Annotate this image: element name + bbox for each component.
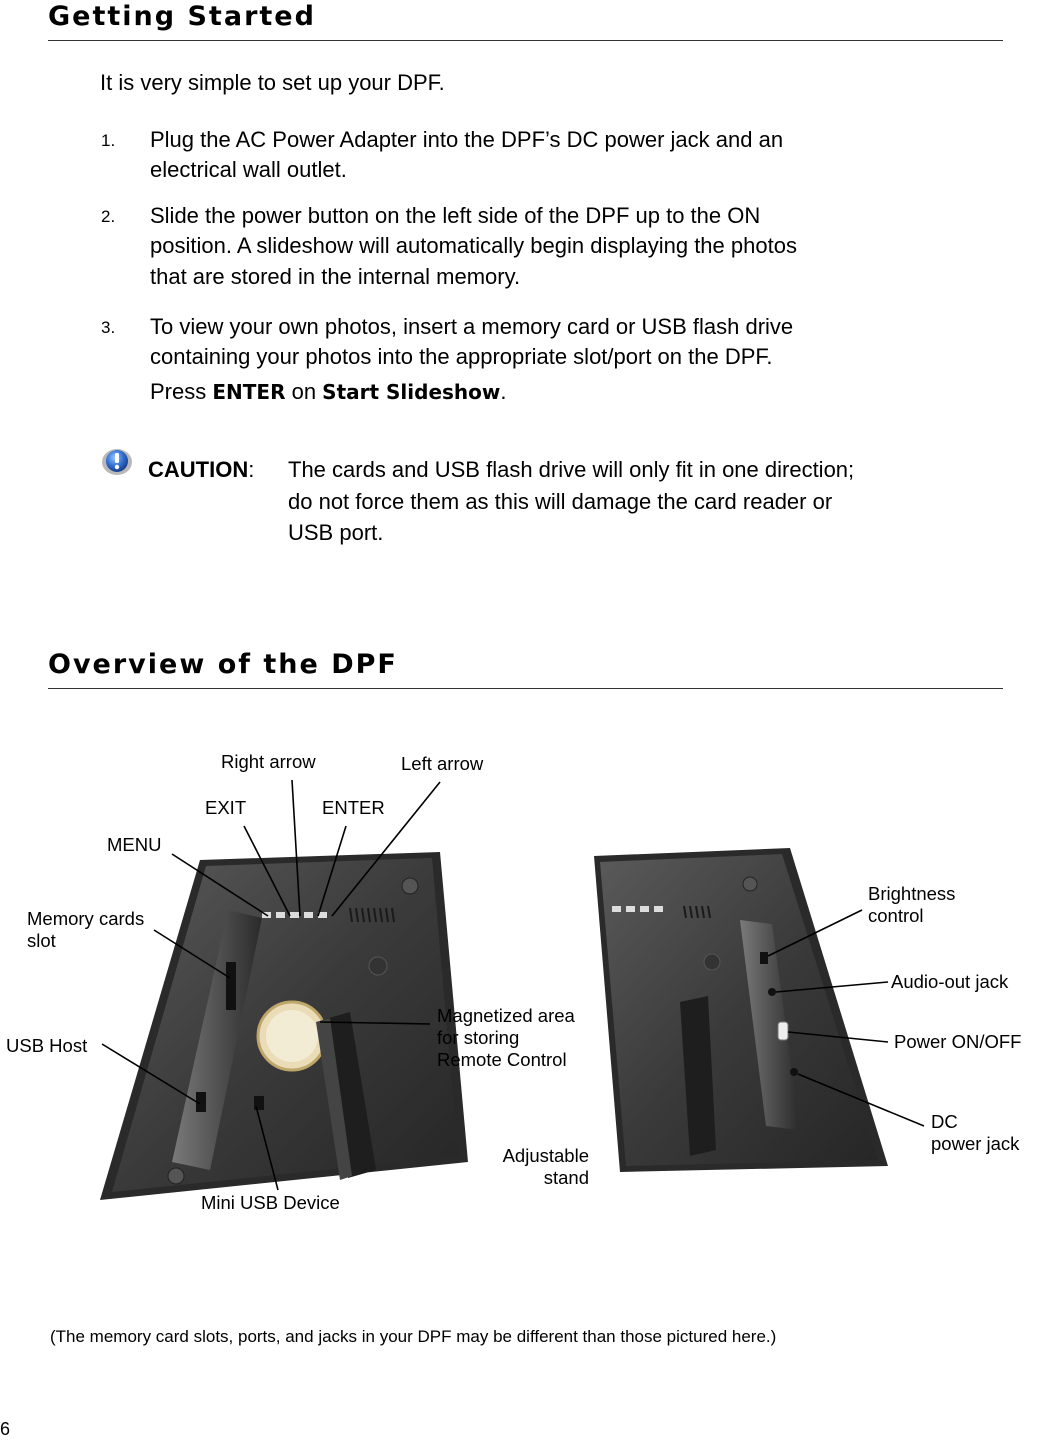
label-power-onoff: Power ON/OFF (894, 1031, 1022, 1052)
press-text: Press (150, 379, 213, 404)
caution-text-line: USB port. (288, 520, 384, 545)
label-usb-host: USB Host (6, 1035, 88, 1056)
label-exit: EXIT (205, 797, 247, 818)
section-heading-overview: Overview of the DPF (48, 648, 1003, 689)
caution-icon (101, 446, 133, 478)
step-text-line: Plug the AC Power Adapter into the DPF’s DC power jack and an (150, 127, 784, 152)
label-enter: ENTER (322, 797, 385, 818)
label-audio-out-jack: Audio-out jack (891, 971, 1009, 992)
step-number: 3. (101, 318, 116, 337)
step-number: 2. (101, 207, 116, 226)
diagram-caption: (The memory card slots, ports, and jacks in your DPF may be different than those pictured here.) (50, 1327, 777, 1346)
label-left-arrow: Left arrow (401, 753, 484, 774)
step-text-line: position. A slideshow will automatically begin displaying the photos (150, 233, 797, 258)
label-dc-power-jack: DC power jack (931, 1111, 1020, 1154)
power-switch (778, 1022, 788, 1040)
step-text-line: Slide the power button on the left side of the DPF up to the ON (150, 203, 761, 228)
dpf-back-view-right (594, 848, 888, 1172)
period-text: . (500, 379, 507, 404)
label-magnetized-area: Magnetized area for storing Remote Control (437, 1005, 575, 1070)
caution-text-line: The cards and USB flash drive will only fit in one direction; (288, 457, 855, 482)
step-text-line: that are stored in the internal memory. (150, 264, 521, 289)
step3-press-line (150, 377, 507, 407)
step-text-line: electrical wall outlet. (150, 157, 347, 182)
mini-usb-port (254, 1096, 264, 1110)
label-menu: MENU (107, 834, 162, 855)
start-slideshow-text: Start Slideshow (322, 380, 501, 404)
caution-colon: : (248, 457, 255, 482)
page-number: 6 (0, 1419, 11, 1439)
caution-label: CAUTION (148, 457, 249, 482)
section-heading-getting-started: Getting Started (48, 0, 1003, 41)
audio-out-jack-hole (768, 988, 776, 996)
intro-text: It is very simple to set up your DPF. (100, 70, 445, 95)
brightness-control-knob (760, 952, 768, 964)
step-text-line: To view your own photos, insert a memory card or USB flash drive (150, 314, 794, 339)
label-brightness-control: Brightness control (868, 883, 956, 926)
label-right-arrow: Right arrow (221, 751, 316, 772)
label-adjustable-stand: Adjustable stand (502, 1145, 589, 1188)
memory-card-slot (226, 962, 236, 1010)
caution-text-line: do not force them as this will damage the card reader or (288, 489, 833, 514)
dc-jack-hole (790, 1068, 798, 1076)
on-text: on (285, 379, 323, 404)
step-text-line: containing your photos into the appropriate slot/port on the DPF. (150, 344, 773, 369)
caution-label-line (148, 455, 254, 484)
enter-key-text: ENTER (212, 380, 286, 404)
label-mini-usb-device: Mini USB Device (201, 1192, 340, 1213)
label-memory-cards-slot: Memory cards slot (27, 908, 145, 951)
step-number: 1. (101, 131, 116, 150)
